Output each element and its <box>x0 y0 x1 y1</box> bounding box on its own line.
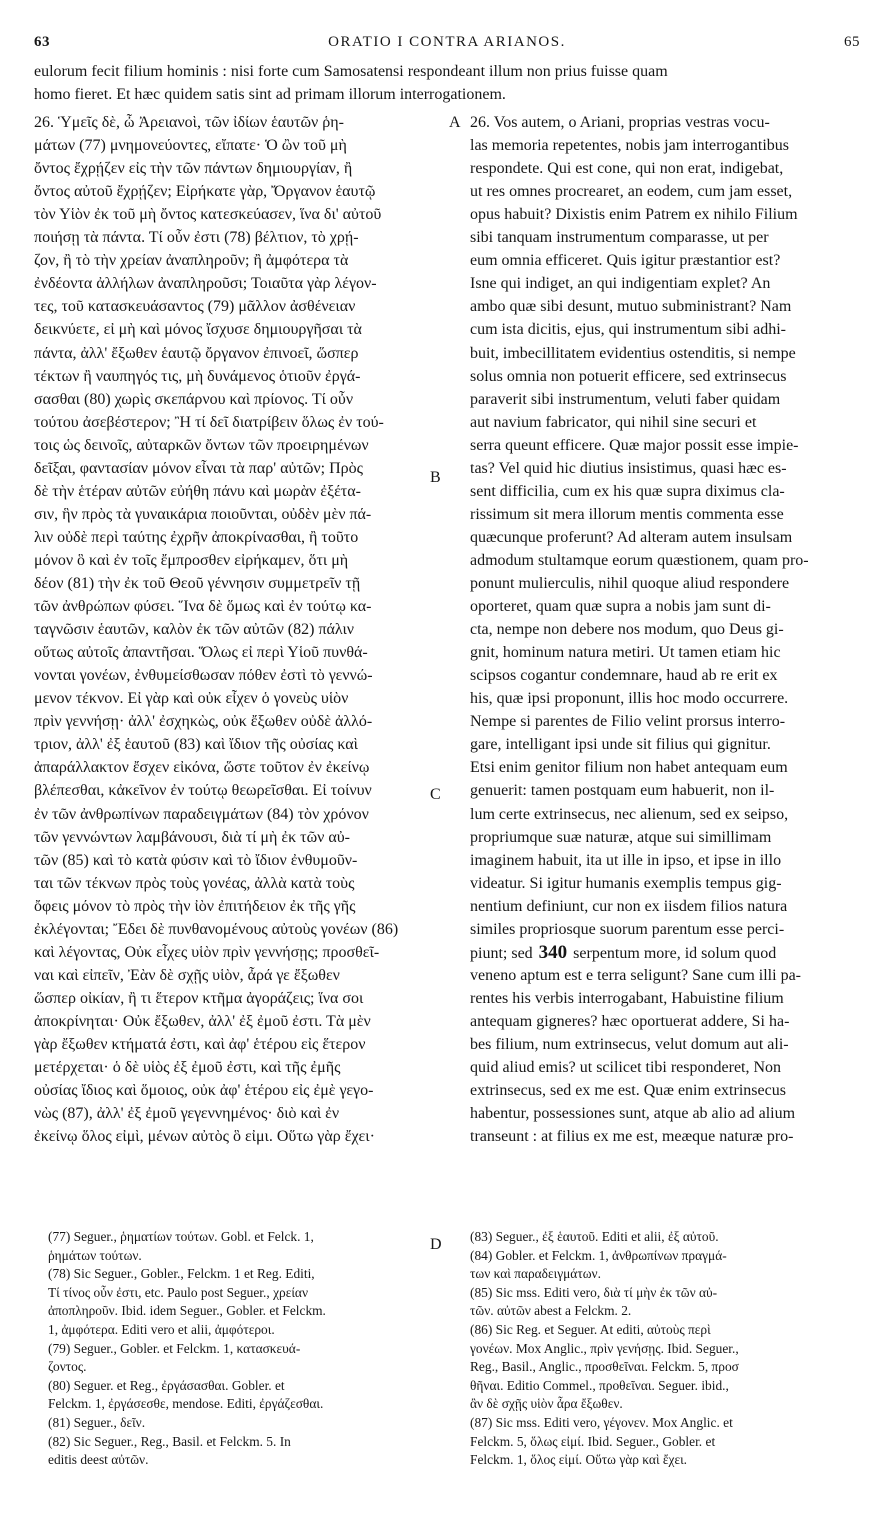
greek-line: 26. Ὑμεῖς δὲ, ὦ Ἀρειανοὶ, τῶν ἰδίων ἑαυτῶν ῥη- <box>34 114 344 131</box>
latin-line: eum omnia efficeret. Quis igitur præstantior est? <box>470 252 781 269</box>
greek-line: οὕτως αὐτοῖς ἀπαντῆσαι. Ὅλως εἰ περὶ Υἱοῦ πυνθά- <box>34 644 368 661</box>
greek-line: ἀποκρίνηται· Οὐκ ἔξωθεν, ἀλλ' ἐξ ἐμοῦ ἐστι. Τὰ μὲν <box>34 1013 371 1030</box>
footnote-line: (77) Seguer., ῥηματίων τούτων. Gobl. et Felck. 1, <box>48 1229 314 1244</box>
latin-line: aut navium fabricator, qui nihil sine securi et <box>470 414 757 431</box>
margin-letter: B <box>430 469 441 486</box>
footnote-line: 1, ἀμφότερα. Editi vero et alii, ἀμφότεροι. <box>48 1322 275 1337</box>
latin-line: ponunt mulierculis, nihil quoque aliud respondere <box>470 575 790 592</box>
footnote-line: των καὶ παραδειγμάτων. <box>470 1266 601 1282</box>
greek-line: λιν οὐδὲ περὶ ταύτης ἐχρῆν ἀποκρίνασθαι, ἢ τοῦτο <box>34 529 359 546</box>
latin-line: genuerit: tamen postquam eum habuerit, non il- <box>470 782 775 799</box>
column-number: 340 <box>538 942 568 963</box>
greek-line: τῶν ἀνθρώπων φύσει. Ἵνα δὲ ὅμως καὶ ἐν τούτῳ κα- <box>34 598 372 615</box>
footnote-line: ζοντος. <box>48 1359 87 1375</box>
latin-line: sibi tanquam instrumentum comparasse, ut per <box>470 229 769 246</box>
greek-line: τῶν γεννώντων λαμβάνουσι, διὰ τί μὴ ἐκ τῶν αὐ- <box>34 829 350 846</box>
latin-line: propriumque suæ naturæ, atque sui simillimam <box>470 829 772 846</box>
greek-line: καὶ λέγοντας, Οὐκ εἶχες υἱὸν πρὶν γεννήσῃς; προσθεῖ- <box>34 944 380 961</box>
greek-line: ὄντος ἔχρῄζεν εἰς τὴν τῶν πάντων δημιουργίαν, ἢ <box>34 160 353 177</box>
latin-line: his, quæ ipsi proponunt, illis hoc modo occurrere. <box>470 690 789 707</box>
footnote-line: (83) Seguer., ἐξ ἑαυτοῦ. Editi et alii, ἐξ αὐτοῦ. <box>470 1229 719 1244</box>
greek-line: μόνον ὃ καὶ ἐν τοῖς ἔμπροσθεν εἰρήκαμεν, ὅτι μὴ <box>34 552 349 569</box>
latin-line: transeunt : at filius ex me est, meæque naturæ pro- <box>470 1128 794 1145</box>
latin-line: Etsi enim genitor filium non habet antequam eum <box>470 759 788 776</box>
greek-line: οὐσίας ἴδιος καὶ ὅμοιος, οὐκ ἀφ' ἑτέρου εἰς ἐμὲ γεγο- <box>34 1082 374 1099</box>
latin-line: imaginem habuit, ita ut ille in ipso, et ipse in illo <box>470 852 782 869</box>
footnote-line: Felckm. 1, ἐργάσεσθε, mendose. Editi, ἐργάζεσθαι. <box>48 1396 324 1412</box>
footnote-line: Reg., Basil., Anglic., προσθεῖναι. Felckm. 5, προσ <box>470 1359 739 1375</box>
greek-line: ταγνῶσιν ἑαυτῶν, καλὸν ἐκ τῶν αὐτῶν (82) πάλιν <box>34 621 355 638</box>
greek-line: πάντα, ἀλλ' ἔξωθεν ἑαυτῷ ὄργανον ἐπινοεῖ, ὥσπερ <box>34 345 359 362</box>
latin-line: opus habuit? Dixistis enim Patrem ex nihilo Filium <box>470 206 798 223</box>
footnote-line: (78) Sic Seguer., Gobler., Felckm. 1 et Reg. Editi, <box>48 1266 315 1282</box>
greek-line: νὼς (87), ἀλλ' ἐξ ἐμοῦ γεγεννημένος· διὸ καὶ ἐν <box>34 1105 340 1122</box>
latin-line: rentes his verbis interrogabant, Habuistine filium <box>470 990 784 1007</box>
latin-line: las memoria repetentes, nobis jam interrogantibus <box>470 137 790 154</box>
footnote-line: Τί τίνος οὖν ἐστι, etc. Paulo post Seguer., χρείαν <box>48 1284 308 1300</box>
footnote-line: τῶν. αὐτῶν abest a Felckm. 2. <box>470 1303 632 1319</box>
footnote-line: (82) Sic Seguer., Reg., Basil. et Felckm. 5. In <box>48 1433 291 1449</box>
latin-line: videatur. Si igitur humanis exemplis tempus gig- <box>470 875 782 892</box>
latin-line: oporteret, quam quæ supra a nobis jam sunt di- <box>470 598 771 615</box>
greek-line: τες, τοῦ κατασκευάσαντος (79) μᾶλλον ἀσθένειαν <box>34 298 356 315</box>
latin-line: 26. Vos autem, o Ariani, proprias vestras vocu- <box>470 114 770 131</box>
greek-line: ὥσπερ οἰκίαν, ἢ τι ἕτερον κτῆμα ἀγοράζεις; ἵνα σοι <box>34 990 364 1007</box>
greek-line: δεῖξαι, φαντασίαν μόνον εἶναι τὰ παρ' αὐτῶν; Πρὸς <box>34 460 363 477</box>
latin-line: Nempe si parentes de Filio velint prorsus interro- <box>470 713 786 730</box>
greek-line: σασθαι (80) χωρὶς σκεπάρνου καὶ πρίονος. Τί οὖν <box>34 391 354 408</box>
latin-line: quæcunque proferunt? Ad alteram autem insulsam <box>470 529 793 546</box>
running-head: ORATIO I CONTRA ARIANOS. <box>328 34 566 50</box>
latin-line: quid aliud emis? ut scilicet tibi responderet, Non <box>470 1059 782 1076</box>
greek-line: τούτου ἀσεβέστερον; Ἢ τί δεῖ διατρίβειν ὅλως ἐν τού- <box>34 414 384 431</box>
greek-line: δέον (81) τὴν ἐκ τοῦ Θεοῦ γέννησιν συμμετρεῖν τῇ <box>34 575 361 592</box>
latin-line: cta, nempe non debere nos modum, quo Deus gi- <box>470 621 784 638</box>
latin-line: ambo quæ sibi desunt, mutuo subministrant? Nam <box>470 298 792 315</box>
greek-line: ὄφεις μόνον τὸ πρὸς τὴν ἰὸν ἐπιτήδειον ἐκ τῆς γῆς <box>34 898 356 915</box>
greek-line: μετέρχεται· ὁ δὲ υἱὸς ἐξ ἐμοῦ ἐστι, καὶ τῆς ἐμῆς <box>34 1059 341 1076</box>
footnote-line: (79) Seguer., Gobler. et Felckm. 1, κατασκευά- <box>48 1340 301 1356</box>
intro-line: eulorum fecit filium hominis : nisi forte cum Samosatensi respondeant illum non prius fuisse quam <box>34 63 668 80</box>
latin-text: piunt; sed <box>470 945 533 962</box>
greek-line: τῶν (85) καὶ τὸ κατὰ φύσιν καὶ τὸ ἴδιον ἐνθυμοῦν- <box>34 852 358 869</box>
greek-line: γὰρ ἔξωθεν κτήματά ἐστι, καὶ ἀφ' ἑτέρου εἰς ἕτερον <box>34 1036 366 1053</box>
footnote-line: ἂν δὲ σχῇς υἱὸν ἆρα ἔξωθεν. <box>470 1396 623 1412</box>
intro-line: homo fieret. Et hæc quidem satis sint ad primam illorum interrogationem. <box>34 86 506 103</box>
greek-line: τέκτων ἢ ναυπηγός τις, μὴ δυνάμενος ὁτιοῦν ἐργά- <box>34 368 361 385</box>
margin-letter: D <box>430 1236 442 1253</box>
footnote-line: (81) Seguer., δεῖν. <box>48 1415 146 1430</box>
latin-text: serpentum more, id solum quod <box>573 945 777 962</box>
footnote-line: ἀποπληροῦν. Ibid. idem Seguer., Gobler. et Felckm. <box>48 1303 326 1319</box>
latin-line: admodum stultamque eorum quæstionem, quam pro- <box>470 552 809 569</box>
greek-line: τοις ὡς δεινοῖς, αὐταρκῶν ὄντων τῶν προειρημένων <box>34 437 369 454</box>
margin-letter: A <box>449 114 461 131</box>
latin-line: tas? Vel quid hic diutius insistimus, quasi hæc es- <box>470 460 787 477</box>
latin-line: veneno aptum est e terra seligunt? Sane cum illi pa- <box>470 967 801 984</box>
latin-line: paraverit sibi instrumentum, veluti faber quidam <box>470 391 781 408</box>
footnote-line: (87) Sic mss. Editi vero, γέγονεν. Mox Anglic. et <box>470 1415 733 1430</box>
latin-line: sent difficilia, cum ex his quæ supra diximus cla- <box>470 483 785 500</box>
latin-line: gnit, hominum natura metiri. Ut tamen etiam hic <box>470 644 781 661</box>
latin-line: solus omnia non potuerit efficere, sed extrinsecus <box>470 368 787 385</box>
latin-line: serra queunt efficere. Quæ major possit esse impie- <box>470 437 799 454</box>
latin-line: extrinsecus, sed ex me est. Quæ enim extrinsecus <box>470 1082 786 1099</box>
greek-line: μενον τέκνον. Εἰ γὰρ καὶ οὐκ εἶχεν ὁ γονεὺς υἱὸν <box>34 690 349 707</box>
latin-line: similes propriosque suorum parentum esse perci- <box>470 921 785 938</box>
greek-line: ναι καὶ εἰπεῖν, Ἐὰν δὲ σχῇς υἱὸν, ἆρά γε ἔξωθεν <box>34 967 340 984</box>
latin-line: bes filium, num extrinsecus, velut domum aut ali- <box>470 1036 789 1053</box>
latin-line: ut res omnes procrearet, an eodem, cum jam esset, <box>470 183 793 200</box>
latin-line: lum certe extrinsecus, nec alienum, sed ex seipso, <box>470 806 789 823</box>
greek-line: τριον, ἀλλ' ἐξ ἑαυτοῦ (83) καὶ ἴδιον τῆς οὐσίας καὶ <box>34 736 358 753</box>
footnote-line: Felckm. 1, ὅλος εἰμί. Οὕτω γὰρ καὶ ἔχει. <box>470 1452 688 1468</box>
footnote-line: (80) Seguer. et Reg., ἐργάσασθαι. Gobler. et <box>48 1377 285 1393</box>
greek-line: ἐκλέγονται; Ἔδει δὲ πυνθανομένους αὐτοὺς γονέων (86) <box>34 921 399 938</box>
footnote-line: (85) Sic mss. Editi vero, διὰ τί μὴν ἐκ τῶν αὐ- <box>470 1284 718 1300</box>
greek-line: τὸν Υἱὸν ἐκ τοῦ μὴ ὄντος κατεσκεύασεν, ἵνα δι' αὐτοῦ <box>34 206 382 223</box>
footnote-line: Felckm. 5, ὅλως εἰμί. Ibid. Seguer., Gobler. et <box>470 1433 716 1449</box>
greek-line: νονται γονέων, ἐνθυμείσθωσαν πόθεν ἐστὶ τὸ γεννώ- <box>34 667 373 684</box>
latin-line: Isne qui indiget, an qui indigentiam explet? An <box>470 275 771 292</box>
latin-line: gare, intelligant ipsi unde sit filius qui gignitur. <box>470 736 771 753</box>
margin-letter: C <box>430 786 441 803</box>
greek-line: δεικνύετε, εἰ μὴ καὶ μόνος ἴσχυσε δημιουργῆσαι τὰ <box>34 321 362 338</box>
footnote-line: (84) Gobler. et Felckm. 1, ἀνθρωπίνων πραγμά- <box>470 1247 727 1263</box>
latin-line: habentur, possessiones sunt, atque ab alio ad alium <box>470 1105 796 1122</box>
latin-line: cum ista dicitis, ejus, qui instrumentum sibi adhi- <box>470 321 786 338</box>
latin-line: rissimum sit mera illorum mentis commenta esse <box>470 506 784 523</box>
latin-line: respondete. Qui est cone, qui non erat, indigebat, <box>470 160 784 177</box>
footnote-line: (86) Sic Reg. et Seguer. At editi, αὐτοὺς περὶ <box>470 1322 711 1337</box>
footnote-line: editis deest αὐτῶν. <box>48 1452 149 1468</box>
greek-line: ται τῶν τέκνων πρὸς τοὺς γονέας, ἀλλὰ κατὰ τοὺς <box>34 875 355 892</box>
greek-line: δὲ τὴν ἑτέραν αὐτῶν εὐήθη πάνυ καὶ μωρὰν ἐξέτα- <box>34 483 361 500</box>
greek-line: ὄντος αὐτοῦ ἔχρῄζεν; Εἰρήκατε γὰρ, Ὄργανον ἑαυτῷ <box>34 183 376 200</box>
page-number-right: 65 <box>844 34 860 50</box>
greek-line: μάτων (77) μνημονεύοντες, εἴπατε· Ὁ ὢν τοῦ μὴ <box>34 137 347 154</box>
greek-line: βλέπεσθαι, κἀκεῖνον ἐν τούτῳ θεωρεῖσθαι. Εἰ τοίνυν <box>34 782 372 799</box>
latin-line <box>470 943 868 965</box>
greek-line: ἀπαράλλακτον ἔσχεν εἰκόνα, ὥστε τοῦτον ἐν ἐκείνῳ <box>34 759 370 776</box>
greek-line: πρὶν γεννήσῃ· ἀλλ' ἐσχηκὼς, οὐκ ἔξωθεν οὐδὲ ἀλλό- <box>34 713 373 730</box>
latin-line: buit, imbecillitatem evidentius ostenditis, si nempe <box>470 345 796 362</box>
footnote-line: γονέων. Mox Anglic., πρὶν γενήσῃς. Ibid. Seguer., <box>470 1340 739 1356</box>
greek-line: ἐνδέοντα ἀλλήλων ἀναπληροῦσι; Τοιαῦτα γὰρ λέγον- <box>34 275 377 292</box>
greek-line: ἐν τῶν ἀνθρωπίνων παραδειγμάτων (84) τὸν χρόνον <box>34 806 369 823</box>
latin-line: scipsos cogantur condemnare, haud ab re erit ex <box>470 667 778 684</box>
footnote-line: ῥημάτων τούτων. <box>48 1247 142 1263</box>
latin-line: antequam gigneres? hæc oportuerat addere, Si ha- <box>470 1013 790 1030</box>
latin-line: nentium definiunt, cur non ex iisdem filios natura <box>470 898 788 915</box>
greek-line: σιν, ἣν πρὸς τὰ γυναικάρια ποιοῦνται, οὐδὲν μὲν πά- <box>34 506 372 523</box>
greek-line: ζον, ἢ τὸ τὴν χρείαν ἀναπληροῦν; ἢ ἀμφότερα τὰ <box>34 252 349 269</box>
page-number-left: 63 <box>34 34 50 50</box>
greek-line: ποιήσῃ τὰ πάντα. Τί οὖν ἐστι (78) βέλτιον, τὸ χρῄ- <box>34 229 359 246</box>
footnote-line: θῆναι. Editio Commel., προθεῖναι. Seguer. ibid., <box>470 1377 729 1393</box>
greek-line: ἐκείνῳ ὅλος εἰμὶ, μένων αὐτὸς ὃ εἰμι. Οὕτω γὰρ ἔχει· <box>34 1128 375 1145</box>
